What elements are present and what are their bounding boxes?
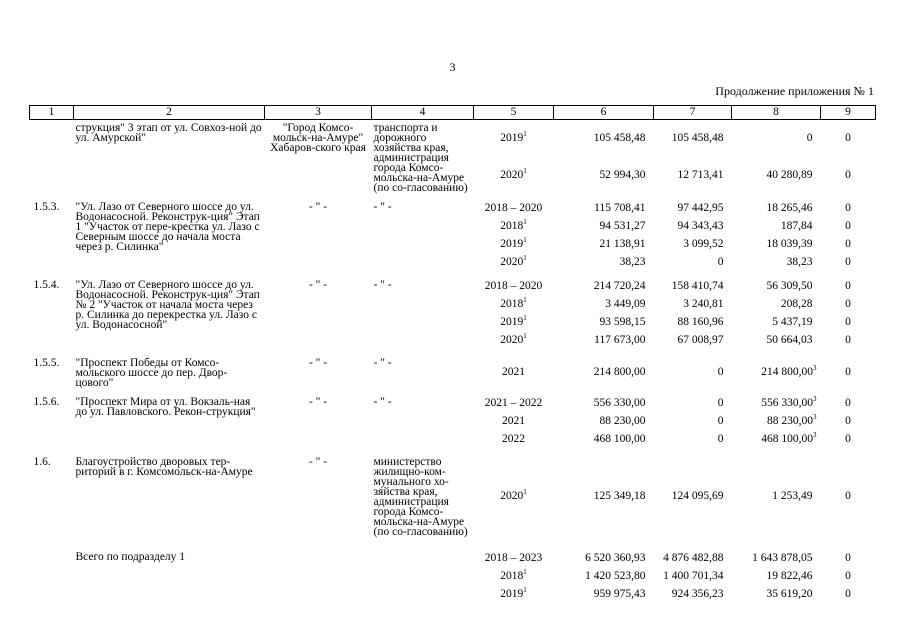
amount-cell: 94 531,27 [599,220,646,232]
year-cell [474,313,554,331]
amount-cell [732,277,821,295]
amount-value: 1 253,49 [772,489,813,502]
item-executor: министерство жилищно-ком-мунального хо-зяйства края, администрация города Комсо-мольска-на-Амуре (по со-гласованию) [373,456,468,538]
header-cell: 7 [654,106,732,120]
footnote-mark: 1 [523,314,527,323]
footnote-mark: 1 [523,254,527,263]
amount-cell: 0 [845,220,851,232]
item-executor: - " - [373,357,392,369]
amount-cell: 12 713,41 [677,168,724,181]
item-description: "Проспект Победы от Комсо-мольского шоссе до пер. Двор-цового" [75,357,228,389]
amount-cell [732,394,821,412]
year-cell [474,217,554,235]
year-value: 2018 – 2020 [484,202,543,214]
year-value: 2020 [500,168,524,181]
year-value: 2018 – 2023 [484,552,543,564]
item-description: "Ул. Лазо от Северного шоссе до ул. Водонасосной. Реконструк-ция" Этап 1 "Участок от пере-крестка ул. Лазо с Северным шоссе до начала моста через р. Силинка" [75,201,260,253]
item-number: 1.5.4. [33,279,60,291]
item-responsible: - " - [308,357,328,369]
year-value: 2018 – 2020 [484,280,543,292]
item-executor: - " - [373,396,392,408]
footnote-mark: 3 [813,431,817,440]
amount-cell: 0 [845,168,851,181]
amount-cell: 556 330,00 [593,397,646,409]
amount-cell: 88 160,96 [677,316,724,328]
item-description: струкция" 3 этап от ул. Совхоз-ной до ул. Амурской" [75,122,262,144]
amount-cell: 468 100,00 [593,433,646,445]
amount-cell: 115 708,41 [594,202,646,214]
amount-cell: 0 [845,433,851,445]
item-description: "Проспект Мира от ул. Вокзаль-ная до ул. Павловского. Рекон-струкция" [75,396,256,418]
header-cell: 9 [821,106,876,120]
table-row [30,454,876,537]
year-value: 2018 [500,220,524,232]
amount-cell: 67 008,97 [677,334,724,346]
amount-cell [732,235,821,253]
amount-value: 38,23 [786,256,813,268]
continuation-title: Продолжение приложения № 1 [715,84,874,98]
amount-value: 468 100,00 [761,433,813,445]
amount-cell: 1 400 701,34 [663,570,724,582]
year-cell [474,585,554,603]
year-value: 2019 [500,588,524,600]
amount-cell [732,253,821,271]
year-cell [474,454,554,537]
item-executor [372,549,474,603]
header-cell: 6 [554,106,654,120]
item-executor: транспорта и дорожного хозяйства края, администрация города Комсо-мольска-на-Амуре (по со-гласованию) [373,122,468,194]
amount-cell [732,157,821,194]
table-header-row [30,106,876,120]
footnote-mark: 1 [523,332,527,341]
amount-cell [732,585,821,603]
amount-cell: 0 [845,365,851,378]
footnote-mark: 3 [813,413,817,422]
amount-cell: 0 [845,132,851,145]
amount-cell: 97 442,95 [677,202,724,214]
year-cell [474,355,554,388]
amount-value: 0 [806,132,813,145]
amount-cell: 0 [845,570,851,582]
amount-cell: 0 [717,415,724,427]
amount-value: 88 230,00 [767,415,813,427]
amount-cell: 38,23 [619,256,646,268]
amount-cell [732,454,821,537]
year-value: 2019 [500,316,524,328]
amount-cell: 0 [845,552,851,564]
amount-cell: 0 [845,280,851,292]
item-number: 1.5.6. [33,396,60,408]
amount-cell: 0 [845,489,851,502]
amount-value: 18 265,46 [766,202,813,214]
amount-cell: 924 356,23 [671,588,724,600]
header-cell: 5 [474,106,554,120]
item-number: 1.6. [33,456,51,468]
year-cell [474,412,554,430]
amount-value: 5 437,19 [772,316,813,328]
table-row [30,120,876,157]
amount-value: 187,84 [780,220,813,232]
amount-cell [732,567,821,585]
year-value: 2019 [500,238,524,250]
table-row [30,199,876,217]
amount-cell: 3 240,81 [683,298,724,310]
amount-cell: 0 [845,202,851,214]
amount-cell: 124 095,69 [671,489,724,502]
item-number [30,549,74,603]
footnote-mark: 1 [523,166,527,175]
amount-cell: 1 420 523,80 [585,570,646,582]
item-responsible [265,549,372,603]
table-row [30,549,876,567]
amount-cell: 0 [717,397,724,409]
footnote-mark: 1 [523,586,527,595]
header-cell: 3 [265,106,372,120]
year-value: 2021 [502,415,525,427]
amount-cell: 125 349,18 [593,489,646,502]
item-executor: - " - [373,201,392,213]
amount-cell: 0 [845,298,851,310]
year-cell [474,253,554,271]
amount-cell: 93 598,15 [599,316,646,328]
year-cell [474,235,554,253]
amount-value: 18 039,39 [766,238,813,250]
item-description: Благоустройство дворовых тер-риторий в г. Комсомольск-на-Амуре [75,456,253,478]
amount-cell: 0 [845,238,851,250]
amount-cell: 105 458,48 [671,132,724,145]
year-cell [474,157,554,194]
amount-cell: 52 994,30 [599,168,646,181]
amount-cell [732,331,821,349]
amount-cell [732,430,821,448]
amount-cell [732,295,821,313]
amount-cell: 214 800,00 [593,365,646,378]
header-cell: 2 [74,106,265,120]
year-cell [474,295,554,313]
year-cell [474,567,554,585]
appendix-table [29,105,876,603]
item-description: "Ул. Лазо от Северного шоссе до ул. Водонасосной. Реконструк-ция" Этап № 2 "Участок от начала моста через р. Силинка до перекрестка ул. Лазо с ул. Водонасосной" [75,279,260,331]
footnote-mark: 1 [523,236,527,245]
amount-cell: 0 [845,316,851,328]
amount-value: 214 800,00 [761,365,813,378]
amount-cell: 0 [717,256,724,268]
amount-cell: 0 [717,433,724,445]
item-description: Всего по подразделу 1 [75,551,186,563]
amount-cell: 3 099,52 [683,238,724,250]
amount-value: 35 619,20 [766,588,813,600]
amount-cell [732,199,821,217]
amount-cell: 0 [717,365,724,378]
amount-cell [732,355,821,388]
item-responsible: - " - [308,456,328,468]
item-responsible: "Город Комсо-мольск-на-Амуре" Хабаров-ского края [270,122,366,154]
amount-cell [732,120,821,157]
year-value: 2020 [500,334,524,346]
item-responsible: - " - [308,279,328,291]
year-value: 2018 [500,570,524,582]
year-cell [474,549,554,567]
year-value: 2021 – 2022 [484,397,543,409]
amount-value: 56 309,50 [766,280,813,292]
item-number: 1.5.3. [33,201,60,213]
amount-value: 19 822,46 [766,570,813,582]
page-number: 3 [449,60,456,74]
footnote-mark: 1 [523,218,527,227]
amount-cell: 3 449,09 [605,298,646,310]
table-row [30,355,876,388]
row-spacer [30,537,876,549]
year-value: 2018 [500,298,524,310]
footnote-mark: 1 [523,296,527,305]
year-value: 2021 [502,365,525,378]
amount-cell: 158 410,74 [671,280,724,292]
year-value: 2020 [500,489,524,502]
header-cell: 8 [732,106,821,120]
amount-cell: 0 [845,256,851,268]
item-responsible: - " - [308,201,328,213]
year-cell [474,331,554,349]
year-cell [474,199,554,217]
amount-cell [732,313,821,331]
amount-cell [732,217,821,235]
table-row [30,394,876,412]
amount-cell: 0 [845,397,851,409]
footnote-mark: 3 [813,363,817,372]
footnote-mark: 1 [523,130,527,139]
amount-cell [732,412,821,430]
table-row [30,277,876,295]
item-number: 1.5.5. [33,357,60,369]
amount-cell: 88 230,00 [599,415,646,427]
amount-value: 50 664,03 [766,334,813,346]
amount-cell: 214 720,24 [593,280,646,292]
amount-cell: 6 520 360,93 [585,552,646,564]
amount-value: 1 643 878,05 [752,552,813,564]
amount-cell [732,549,821,567]
amount-cell: 21 138,91 [599,238,646,250]
amount-cell: 0 [845,588,851,600]
year-cell [474,430,554,448]
year-cell [474,277,554,295]
amount-cell: 105 458,48 [593,132,646,145]
item-responsible: - " - [308,396,328,408]
amount-cell: 0 [845,415,851,427]
header-cell: 4 [372,106,474,120]
item-number [30,120,74,193]
header-cell: 1 [30,106,74,120]
year-value: 2020 [500,256,524,268]
amount-cell: 0 [845,334,851,346]
amount-cell: 94 343,43 [677,220,724,232]
footnote-mark: 3 [813,395,817,404]
amount-cell: 117 673,00 [594,334,646,346]
amount-cell: 4 876 482,88 [663,552,724,564]
year-value: 2019 [500,132,524,145]
year-cell [474,394,554,412]
footnote-mark: 1 [523,487,527,496]
footnote-mark: 1 [523,568,527,577]
amount-value: 556 330,00 [761,397,813,409]
year-value: 2022 [502,433,525,445]
year-cell [474,120,554,157]
item-executor: - " - [373,279,392,291]
amount-value: 208,28 [780,298,813,310]
amount-cell: 959 975,43 [593,588,646,600]
amount-value: 40 280,89 [766,168,813,181]
